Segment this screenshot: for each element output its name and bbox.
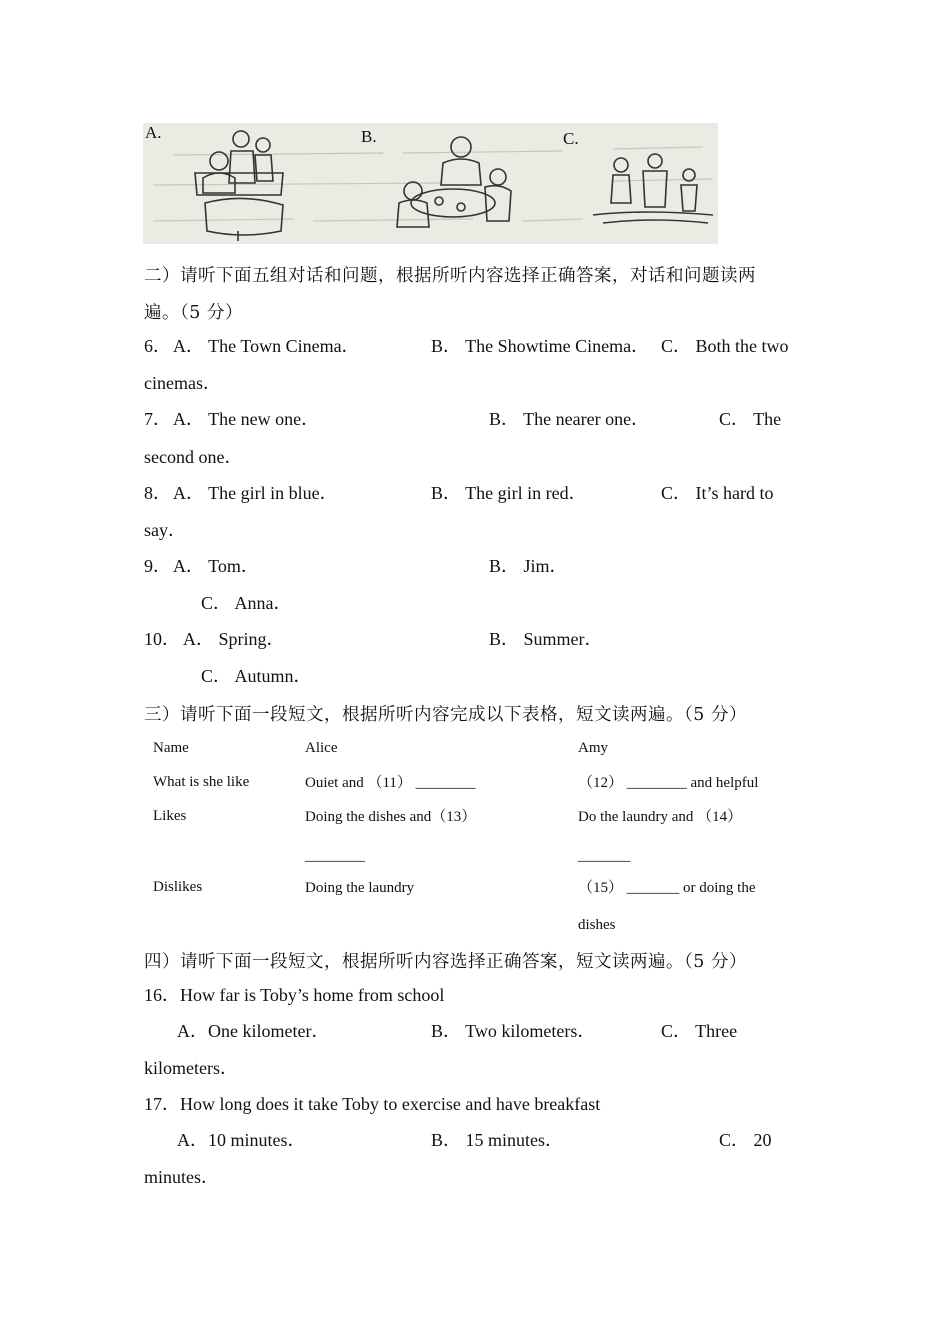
question-16-option-c-cont: kilometers．: [144, 1058, 238, 1078]
scene-a-family-watching-tv: [195, 131, 283, 241]
question-9-number: 9．: [144, 556, 171, 576]
question-8-option-c-cont: say．: [144, 520, 186, 540]
question-9-option-c: C． Anna．: [201, 593, 292, 613]
question-16-option-b: B． Two kilometers．: [431, 1021, 596, 1041]
question-7-option-c: C． The: [719, 409, 782, 429]
table-cell-amy-like: （12） ________ and helpful: [578, 775, 759, 791]
table-header-alice: Alice: [305, 740, 338, 756]
question-17-option-c: C． 20: [719, 1130, 772, 1150]
picture-label-a: A.: [145, 123, 162, 142]
question-17-option-a: A．10 minutes．: [177, 1130, 306, 1150]
question-8-option-c: C． It’s hard to: [661, 483, 774, 503]
section-2-title-line1: 二）请听下面五组对话和问题，根据所听内容选择正确答案，对话和问题读两: [144, 266, 756, 286]
picture-label-c: C.: [563, 129, 579, 148]
table-cell-amy-dislikes-cont: dishes: [578, 917, 616, 933]
question-7-option-a: A． The new one．: [173, 409, 320, 429]
listening-picture-strip: [143, 123, 718, 244]
table-cell-amy-dislikes: （15） _______ or doing the: [578, 880, 756, 896]
table-header-name: Name: [153, 740, 189, 756]
scene-c-swimming: [593, 154, 713, 223]
table-cell-alice-dislikes: Doing the laundry: [305, 880, 415, 896]
question-16-stem: 16．How far is Toby’s home from school: [144, 985, 445, 1005]
question-16-option-c: C． Three: [661, 1021, 738, 1041]
question-7-number: 7．: [144, 409, 171, 429]
question-8-option-b: B． The girl in red．: [431, 483, 587, 503]
question-9-option-a: A． Tom．: [173, 556, 259, 576]
question-9-option-b: B． Jim．: [489, 556, 568, 576]
section-2-title-line2: 遍。（5 分）: [144, 303, 243, 323]
scene-illustrations: [143, 123, 718, 244]
question-7-option-b: B． The nearer one．: [489, 409, 650, 429]
picture-label-b: B.: [361, 127, 377, 146]
table-row-label-what-like: What is she like: [153, 774, 250, 790]
question-10-option-a: A． Spring．: [183, 629, 285, 649]
table-row-label-dislikes: Dislikes: [153, 879, 203, 895]
question-6-option-b: B． The Showtime Cinema．: [431, 336, 650, 356]
table-cell-alice-like: Ouiet and （11） ________: [305, 775, 476, 791]
question-8-option-a: A． The girl in blue．: [173, 483, 338, 503]
section-4-title: 四）请听下面一段短文，根据所听内容选择正确答案，短文读两遍。（5 分）: [144, 952, 747, 972]
question-6-number: 6．: [144, 336, 171, 356]
table-cell-alice-likes: Doing the dishes and（13）: [305, 809, 477, 825]
table-cell-alice-likes-blank: ________: [305, 848, 365, 864]
table-header-amy: Amy: [578, 740, 608, 756]
scene-b-family-dinner: [397, 137, 511, 227]
question-8-number: 8．: [144, 483, 171, 503]
question-17-stem: 17．How long does it take Toby to exercise and have breakfast: [144, 1094, 601, 1114]
question-6-option-a: A． The Town Cinema．: [173, 336, 360, 356]
table-cell-amy-likes-blank: _______: [578, 848, 631, 864]
table-cell-amy-likes: Do the laundry and （14）: [578, 809, 743, 825]
question-6-option-c-cont: cinemas．: [144, 373, 221, 393]
question-17-option-c-cont: minutes．: [144, 1167, 219, 1187]
question-10-number: 10．: [144, 629, 180, 649]
section-3-title: 三）请听下面一段短文，根据所听内容完成以下表格，短文读两遍。（5 分）: [144, 705, 747, 725]
question-7-option-c-cont: second one．: [144, 447, 243, 467]
question-10-option-b: B． Summer．: [489, 629, 603, 649]
question-10-option-c: C． Autumn．: [201, 666, 312, 686]
question-16-option-a: A．One kilometer．: [177, 1021, 330, 1041]
question-17-option-b: B． 15 minutes．: [431, 1130, 564, 1150]
table-row-label-likes: Likes: [153, 808, 187, 824]
question-6-option-c: C． Both the two: [661, 336, 789, 356]
